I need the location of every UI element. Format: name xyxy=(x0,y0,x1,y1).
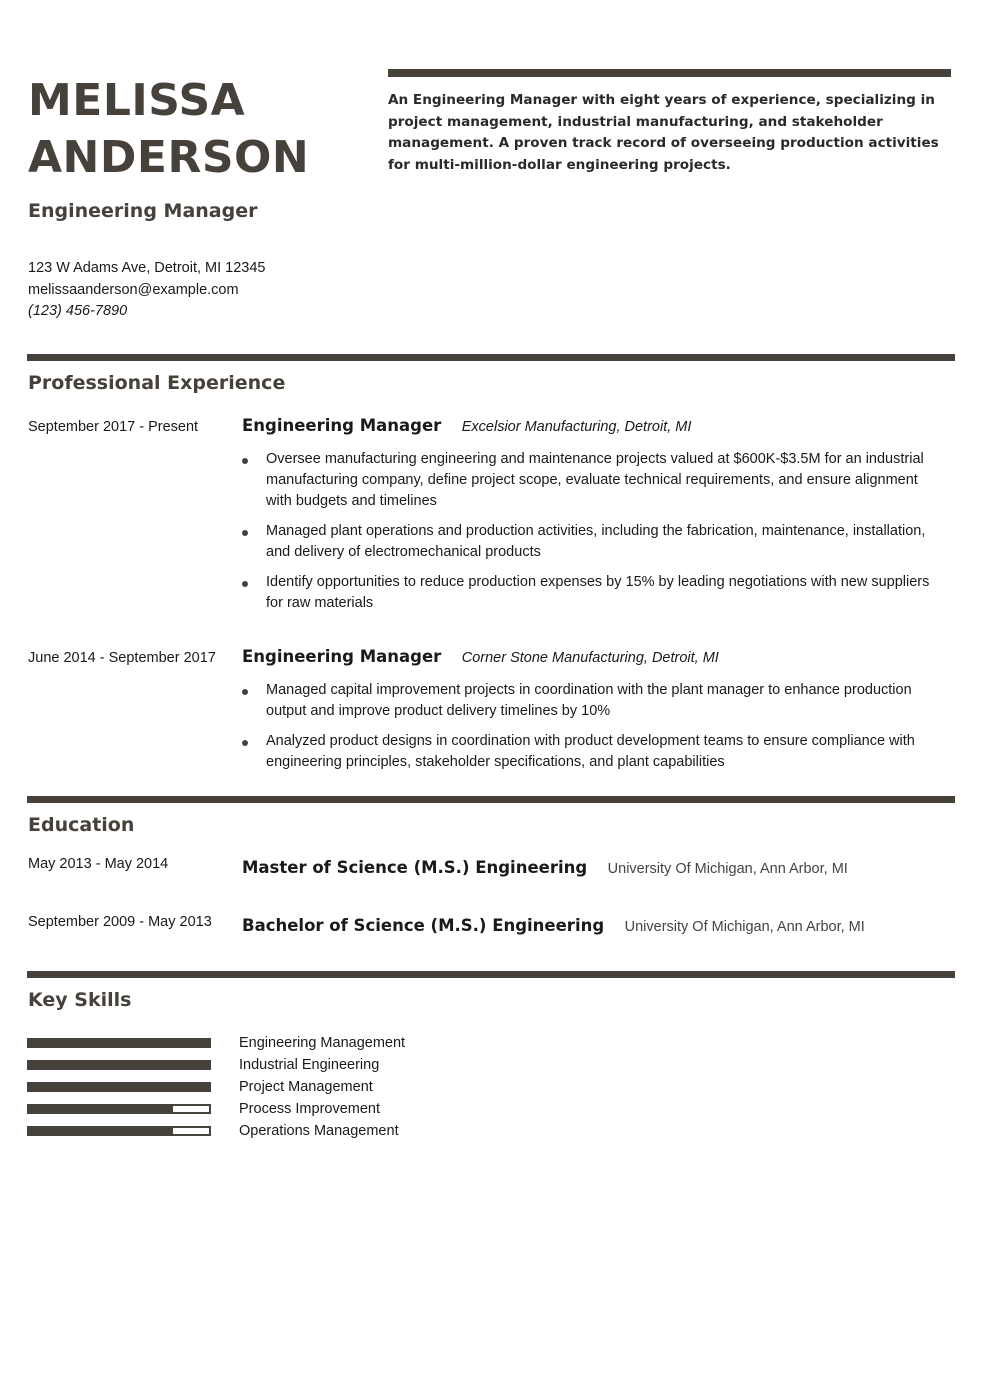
phone[interactable]: (123) 456-7890 xyxy=(28,303,128,319)
skill-row xyxy=(27,1098,405,1120)
skills-list xyxy=(27,1032,405,1142)
skill-level-bar xyxy=(27,1038,211,1048)
address: 123 W Adams Ave, Detroit, MI 12345 xyxy=(28,260,266,276)
education-entry xyxy=(242,858,848,878)
job-title: Engineering Manager xyxy=(242,416,442,435)
candidate-name xyxy=(28,72,309,186)
school: University Of Michigan, Ann Arbor, MI xyxy=(624,919,865,935)
skill-label: Industrial Engineering xyxy=(239,1057,380,1073)
job-title: Engineering Manager xyxy=(242,647,442,666)
degree: Master of Science (M.S.) Engineering xyxy=(242,858,588,877)
contact-info xyxy=(28,258,266,323)
first-name: MELISSA xyxy=(28,75,246,126)
skill-level-bar xyxy=(27,1060,211,1070)
skill-level-bar xyxy=(27,1126,211,1136)
job-bullets xyxy=(242,680,942,782)
summary-divider xyxy=(388,69,951,77)
summary-text: An Engineering Manager with eight years of experience, specializing in project management, industrial manufacturing, and stakeholder management. A proven track record of overseeing production activities for multi-million-dollar engineering projects. xyxy=(388,92,939,173)
list-item: Oversee manufacturing engineering and maintenance projects valued at $600K-$3.5M for an industrial manufacturing company, define project scope, evaluate technical requirements, and ensure alignment with budgets and timelines xyxy=(242,449,942,512)
skill-label: Engineering Management xyxy=(239,1035,406,1051)
education-dates: September 2009 - May 2013 xyxy=(28,914,212,930)
education-dates: May 2013 - May 2014 xyxy=(28,856,169,872)
skill-level-fill xyxy=(29,1040,209,1046)
email[interactable]: melissaanderson@example.com xyxy=(28,281,239,298)
skill-level-bar xyxy=(27,1104,211,1114)
skill-level-fill xyxy=(29,1128,173,1134)
job-company: Corner Stone Manufacturing, Detroit, MI xyxy=(461,650,719,666)
list-item: Managed plant operations and production activities, including the fabrication, maintenance, installation, and delivery of electromechanical products xyxy=(242,521,942,563)
list-item: Managed capital improvement projects in coordination with the plant manager to enhance production output and improve product delivery timelines by 10% xyxy=(242,680,942,722)
degree: Bachelor of Science (M.S.) Engineering xyxy=(242,916,605,935)
skill-label: Process Improvement xyxy=(239,1101,381,1117)
skill-row xyxy=(27,1054,405,1076)
job-bullets xyxy=(242,449,942,623)
skill-level-fill xyxy=(29,1084,209,1090)
skill-level-fill xyxy=(29,1106,173,1112)
skill-label: Project Management xyxy=(239,1079,373,1095)
skills-heading: Key Skills xyxy=(28,989,132,1011)
skill-level-bar xyxy=(27,1082,211,1092)
last-name: ANDERSON xyxy=(28,132,310,183)
experience-heading: Professional Experience xyxy=(28,372,286,394)
list-item: Identify opportunities to reduce production expenses by 15% by leading negotiations with new suppliers for raw materials xyxy=(242,572,942,614)
job-header xyxy=(242,647,719,667)
section-divider xyxy=(27,971,955,978)
job-title-header: Engineering Manager xyxy=(28,200,258,222)
school: University Of Michigan, Ann Arbor, MI xyxy=(607,861,848,877)
job-dates: June 2014 - September 2017 xyxy=(28,650,216,666)
job-header xyxy=(242,416,691,436)
education-heading: Education xyxy=(28,814,135,836)
section-divider xyxy=(27,354,955,361)
skill-row xyxy=(27,1032,405,1054)
section-divider xyxy=(27,796,955,803)
skill-row xyxy=(27,1076,405,1098)
job-company: Excelsior Manufacturing, Detroit, MI xyxy=(461,419,692,435)
skill-row xyxy=(27,1120,405,1142)
education-entry xyxy=(242,916,865,936)
list-item: Analyzed product designs in coordination with product development teams to ensure compliance with engineering principles, stakeholder specifications, and plant capabilities xyxy=(242,731,942,773)
skill-level-fill xyxy=(29,1062,209,1068)
skill-label: Operations Management xyxy=(239,1123,399,1139)
job-dates: September 2017 - Present xyxy=(28,419,199,435)
